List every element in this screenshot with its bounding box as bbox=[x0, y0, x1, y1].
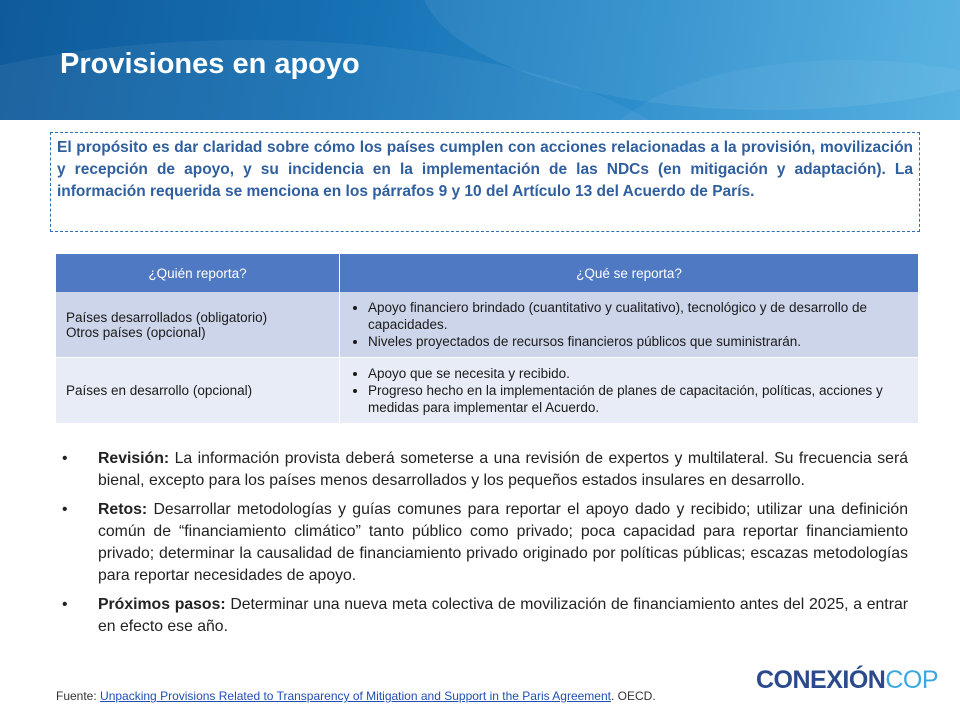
what-cell bbox=[340, 292, 919, 358]
list-item: • Niveles proyectados de recursos financieros públicos que suministrarán. bbox=[368, 333, 908, 350]
table-row bbox=[56, 292, 918, 358]
conexion-cop-logo bbox=[756, 666, 938, 695]
bullet-icon: • bbox=[62, 450, 68, 467]
table-header-row bbox=[56, 254, 918, 292]
bullet-label: Revisión: bbox=[98, 450, 170, 467]
bullet-icon: • bbox=[62, 596, 68, 613]
reporting-table bbox=[56, 254, 918, 423]
who-line: Países en desarrollo (opcional) bbox=[66, 383, 253, 398]
who-cell bbox=[56, 292, 340, 358]
bullet-label: Próximos pasos: bbox=[98, 596, 226, 613]
table-row bbox=[56, 358, 918, 424]
what-list bbox=[350, 365, 908, 416]
footer-source bbox=[56, 689, 656, 703]
what-list bbox=[350, 299, 908, 350]
column-header-who: ¿Quién reporta? bbox=[56, 254, 340, 292]
logo-part-1: CONEXIÓN bbox=[756, 666, 886, 694]
footer-prefix: Fuente: bbox=[56, 689, 101, 703]
list-item bbox=[62, 499, 908, 587]
who-cell bbox=[56, 358, 340, 424]
page-title: Provisiones en apoyo bbox=[60, 48, 360, 80]
bullet-icon: • bbox=[62, 501, 68, 518]
logo-part-2: COP bbox=[885, 666, 939, 694]
header-banner bbox=[0, 0, 960, 120]
list-item: • Apoyo financiero brindado (cuantitativo y cualitativo), tecnológico y de desarrollo de capacidades. bbox=[368, 299, 908, 333]
list-item: • Apoyo que se necesita y recibido. bbox=[368, 365, 908, 382]
who-line: Países desarrollados (obligatorio) bbox=[66, 309, 268, 325]
source-link[interactable]: Unpacking Provisions Related to Transparency of Mitigation and Support in the Paris Agreement bbox=[100, 689, 611, 703]
footer-suffix: . OECD. bbox=[610, 689, 656, 703]
list-item bbox=[62, 448, 908, 492]
notes-list bbox=[62, 448, 908, 645]
column-header-what: ¿Qué se reporta? bbox=[340, 254, 919, 292]
purpose-box: El propósito es dar claridad sobre cómo los países cumplen con acciones relacionadas a la provisión, movilización y recepción de apoyo, y su incidencia en la implementación de las NDCs (en mitigación y adaptación). La información requerida se menciona en los párrafos 9 y 10 del Artículo 13 del Acuerdo de París. bbox=[50, 132, 920, 232]
list-item bbox=[62, 594, 908, 638]
what-cell bbox=[340, 358, 919, 424]
bullet-text: Determinar una nueva meta colectiva de movilización de financiamiento antes del 2025, a entrar en efecto ese año. bbox=[98, 596, 908, 635]
bullet-text: Desarrollar metodologías y guías comunes para reportar el apoyo dado y recibido; utilizar una definición común de “financiamiento climático” tanto público como privado; poca capacidad para reportar financiamiento privado; determinar la causalidad de financiamiento privado originado por políticas públicas; escazas metodologías para reportar necesidades de apoyo. bbox=[98, 501, 908, 584]
list-item: • Progreso hecho en la implementación de planes de capacitación, políticas, acciones y medidas para implementar el Acuerdo. bbox=[368, 382, 908, 416]
bullet-text: La información provista deberá someterse a una revisión de expertos y multilateral. Su frecuencia será bienal, excepto para los países menos desarrollados y los pequeños estados insulares en desarrollo. bbox=[98, 450, 908, 489]
who-line: Otros países (opcional) bbox=[66, 324, 206, 340]
bullet-label: Retos: bbox=[98, 501, 148, 518]
